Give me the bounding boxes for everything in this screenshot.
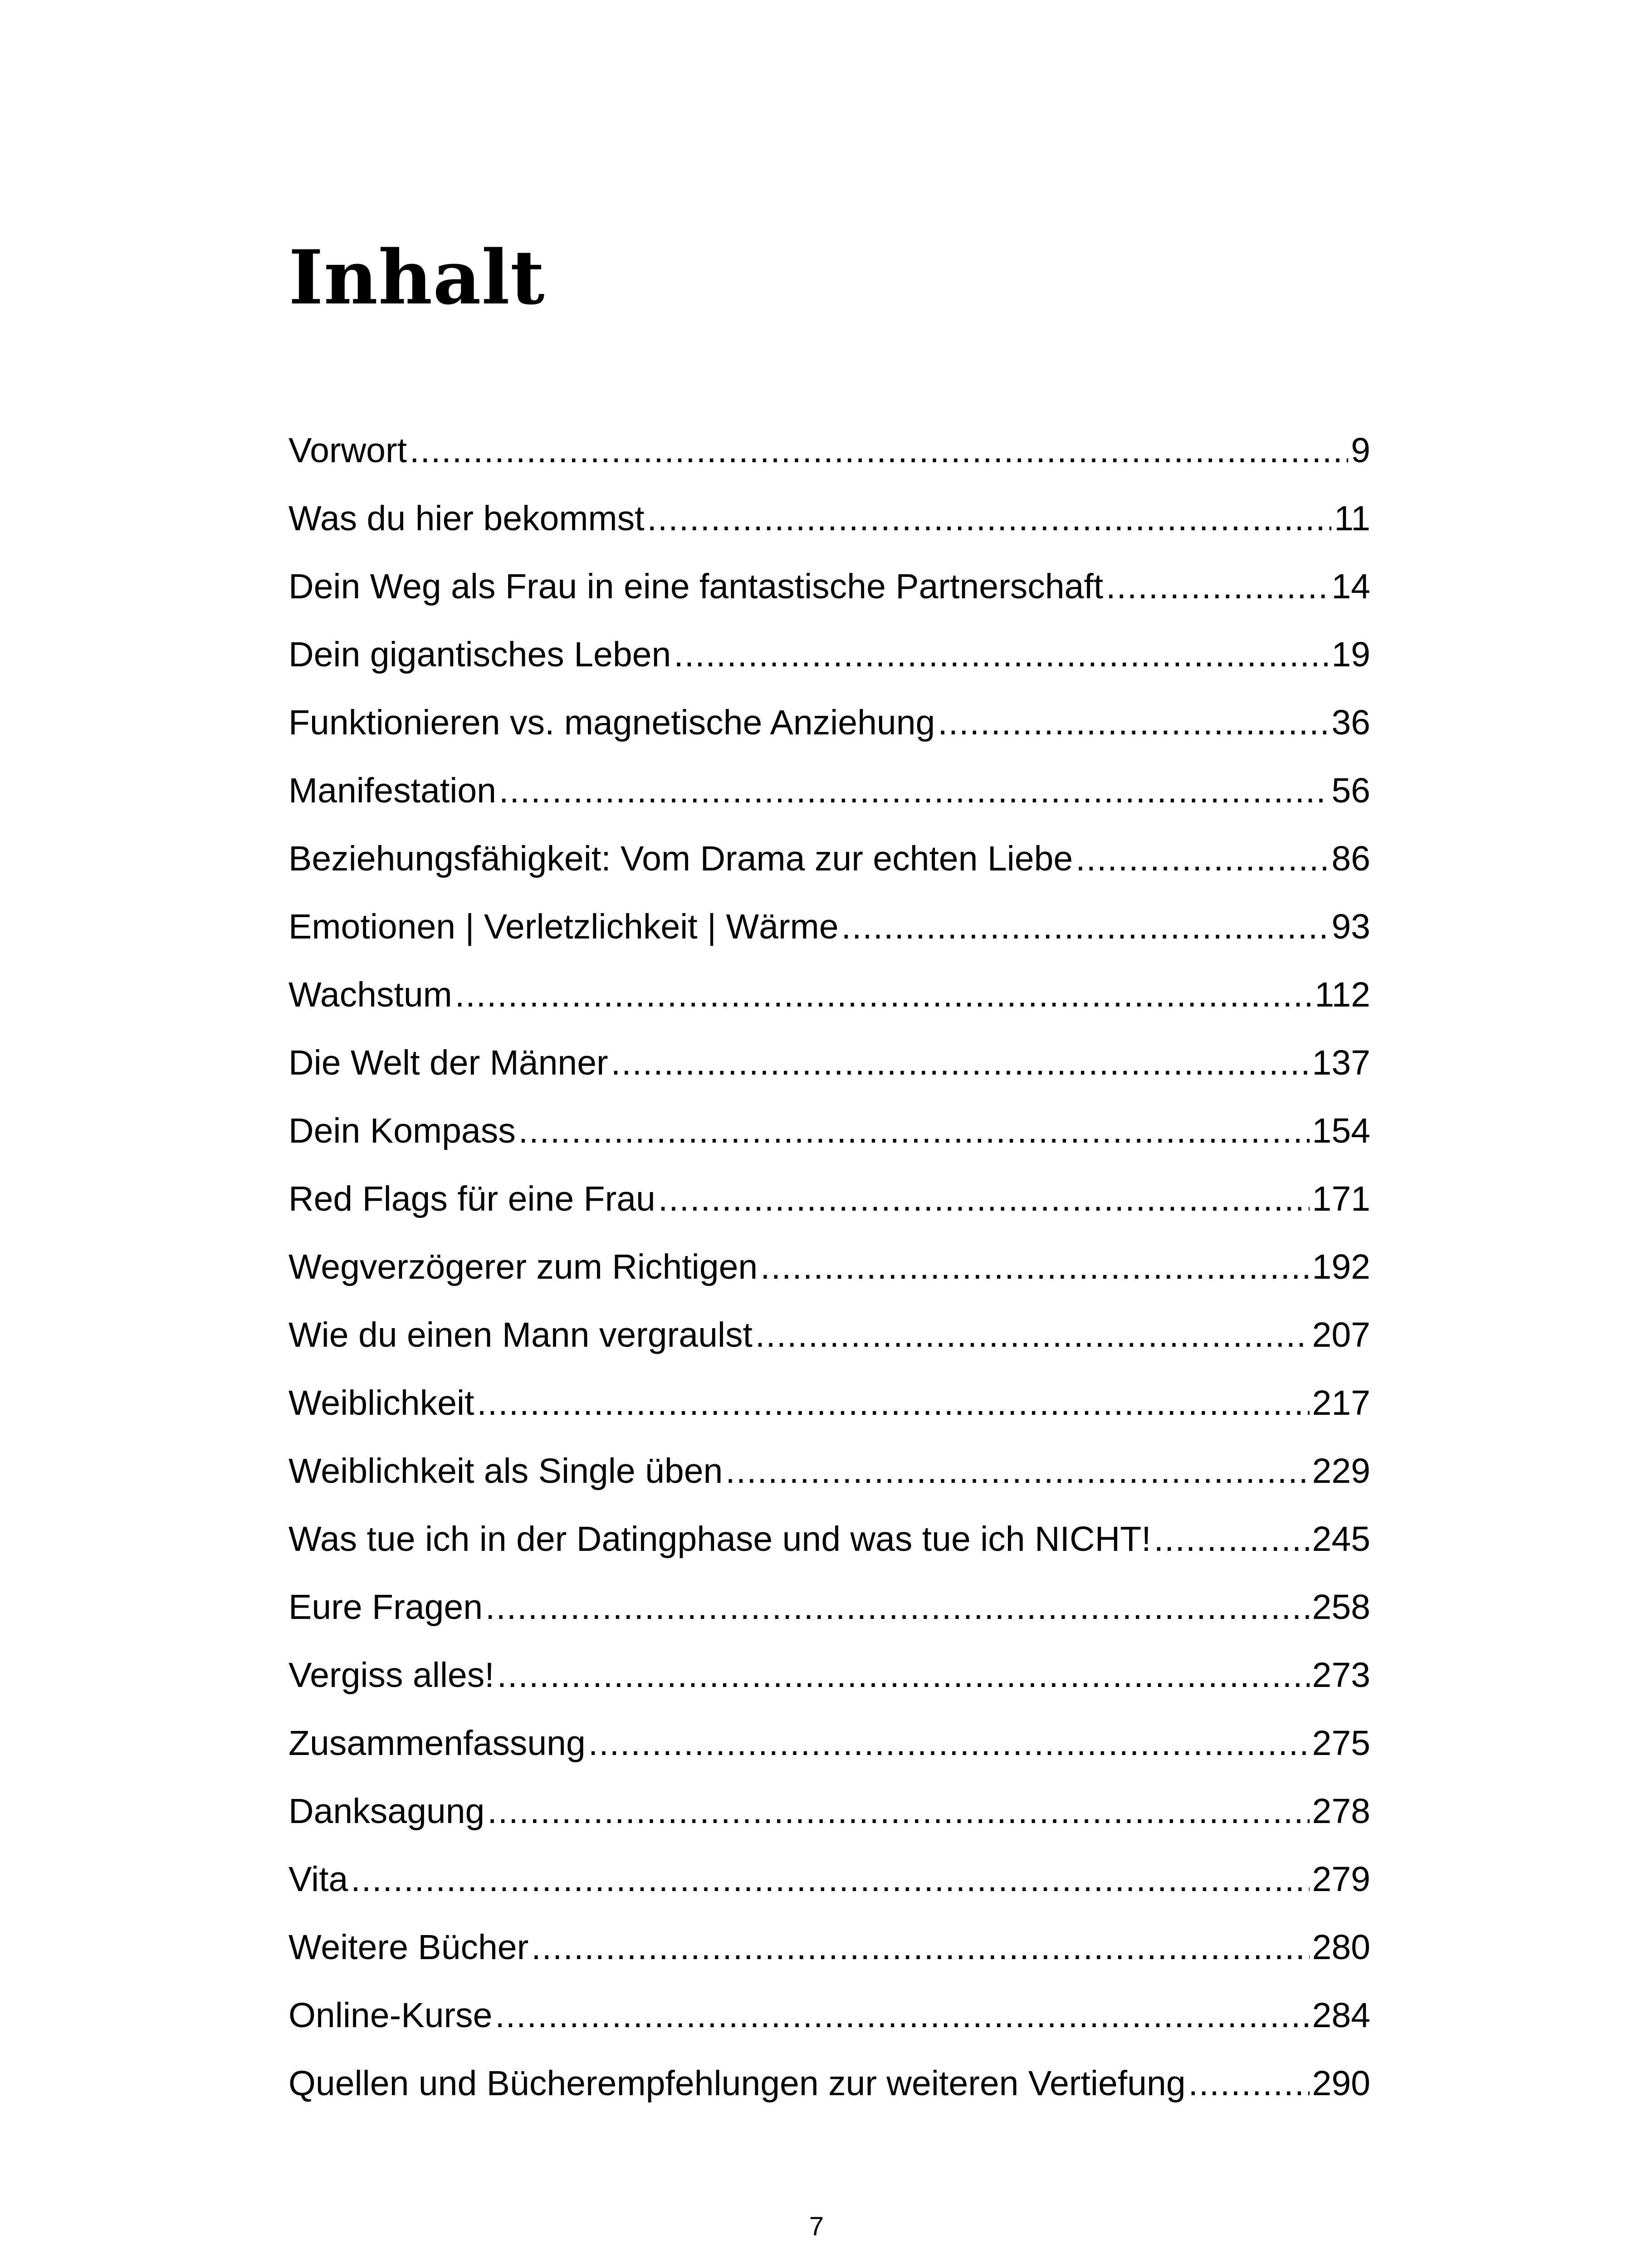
toc-entry-page: 207	[1312, 1315, 1370, 1354]
toc-entry	[288, 961, 1370, 1029]
toc-entry-title: Zusammenfassung	[288, 1724, 586, 1763]
toc-dot-leader	[1076, 825, 1329, 893]
page-title: Inhalt	[288, 234, 545, 321]
toc-dot-leader	[658, 1165, 1310, 1233]
toc-entry-title: Was tue ich in der Datingphase und was tue ich NICHT!	[288, 1520, 1151, 1559]
toc-entry-page: 229	[1312, 1452, 1370, 1491]
toc-entry	[288, 2049, 1370, 2117]
toc-entry-title: Vorwort	[288, 431, 407, 470]
toc-entry	[288, 689, 1370, 757]
toc-entry	[288, 1913, 1370, 1981]
toc-entry	[288, 552, 1370, 621]
toc-entry-title: Dein Weg als Frau in eine fantastische Partnerschaft	[288, 567, 1104, 606]
toc-entry-page: 192	[1312, 1247, 1370, 1286]
toc-entry-page: 258	[1312, 1588, 1370, 1627]
toc-entry-page: 86	[1331, 839, 1370, 878]
toc-entry	[288, 893, 1370, 961]
toc-entry	[288, 825, 1370, 893]
toc-entry-page: 217	[1312, 1383, 1370, 1422]
toc-dot-leader	[455, 961, 1312, 1029]
toc-entry-page: 273	[1312, 1656, 1370, 1695]
toc-dot-leader	[647, 484, 1332, 552]
toc-entry	[288, 484, 1370, 552]
toc-dot-leader	[499, 757, 1329, 825]
toc-entry	[288, 1981, 1370, 2049]
toc-dot-leader	[760, 1233, 1309, 1301]
toc-entry	[288, 1097, 1370, 1165]
toc-entry-title: Weiblichkeit	[288, 1383, 474, 1422]
toc-entry-title: Red Flags für eine Frau	[288, 1179, 655, 1218]
table-of-contents	[288, 416, 1370, 2117]
toc-entry-page: 279	[1312, 1860, 1370, 1899]
toc-entry	[288, 1845, 1370, 1913]
toc-entry	[288, 1233, 1370, 1301]
toc-entry	[288, 1301, 1370, 1369]
toc-entry-page: 278	[1312, 1792, 1370, 1831]
toc-entry-title: Eure Fragen	[288, 1588, 483, 1627]
toc-dot-leader	[588, 1709, 1310, 1777]
toc-entry-title: Vita	[288, 1860, 348, 1899]
toc-entry	[288, 1573, 1370, 1641]
toc-entry-page: 9	[1351, 431, 1370, 470]
toc-entry-title: Online-Kurse	[288, 1996, 493, 2035]
toc-entry-page: 275	[1312, 1724, 1370, 1763]
toc-entry-title: Funktionieren vs. magnetische Anziehung	[288, 703, 935, 742]
toc-dot-leader	[485, 1573, 1310, 1641]
toc-entry-title: Weitere Bücher	[288, 1928, 529, 1967]
toc-entry-page: 56	[1331, 771, 1370, 810]
toc-entry-title: Weiblichkeit als Single üben	[288, 1452, 723, 1491]
toc-entry-title: Emotionen | Verletzlichkeit | Wärme	[288, 907, 839, 946]
toc-entry-title: Die Welt der Männer	[288, 1043, 608, 1082]
page-number: 7	[809, 2212, 824, 2241]
toc-entry	[288, 1709, 1370, 1777]
toc-dot-leader	[495, 1981, 1309, 2049]
toc-entry-title: Beziehungsfähigkeit: Vom Drama zur echten Liebe	[288, 839, 1073, 878]
toc-dot-leader	[410, 416, 1348, 484]
toc-entry-page: 280	[1312, 1928, 1370, 1967]
toc-dot-leader	[841, 893, 1329, 961]
toc-dot-leader	[497, 1641, 1310, 1709]
toc-entry	[288, 1437, 1370, 1505]
toc-entry-page: 137	[1312, 1043, 1370, 1082]
toc-entry-page: 171	[1312, 1179, 1370, 1218]
toc-entry-title: Wachstum	[288, 975, 452, 1014]
toc-entry	[288, 757, 1370, 825]
toc-entry	[288, 1029, 1370, 1097]
toc-dot-leader	[1106, 552, 1329, 621]
toc-entry	[288, 1505, 1370, 1573]
toc-entry-title: Manifestation	[288, 771, 496, 810]
toc-dot-leader	[487, 1777, 1309, 1845]
toc-entry-page: 19	[1331, 635, 1370, 674]
toc-entry-page: 112	[1315, 975, 1370, 1014]
toc-entry-title: Dein gigantisches Leben	[288, 635, 671, 674]
toc-dot-leader	[725, 1437, 1309, 1505]
toc-entry-page: 36	[1331, 703, 1370, 742]
toc-entry-title: Quellen und Bücherempfehlungen zur weiteren Vertiefung	[288, 2064, 1186, 2103]
toc-dot-leader	[1154, 1505, 1310, 1573]
toc-dot-leader	[518, 1097, 1310, 1165]
toc-entry-page: 93	[1331, 907, 1370, 946]
toc-dot-leader	[611, 1029, 1310, 1097]
toc-entry	[288, 621, 1370, 689]
toc-dot-leader	[477, 1369, 1309, 1437]
toc-entry-page: 14	[1331, 567, 1370, 606]
toc-dot-leader	[938, 689, 1329, 757]
toc-entry	[288, 1641, 1370, 1709]
toc-entry	[288, 1369, 1370, 1437]
toc-entry-page: 245	[1312, 1520, 1370, 1559]
toc-entry-page: 284	[1312, 1996, 1370, 2035]
toc-entry-page: 154	[1312, 1111, 1370, 1150]
toc-entry	[288, 416, 1370, 484]
toc-entry-title: Danksagung	[288, 1792, 485, 1831]
toc-dot-leader	[1188, 2049, 1310, 2117]
toc-entry	[288, 1165, 1370, 1233]
toc-entry-title: Vergiss alles!	[288, 1656, 494, 1695]
toc-entry-title: Wegverzögerer zum Richtigen	[288, 1247, 758, 1286]
toc-entry-title: Wie du einen Mann vergraulst	[288, 1315, 753, 1354]
toc-dot-leader	[755, 1301, 1310, 1369]
toc-entry-page: 290	[1312, 2064, 1370, 2103]
toc-dot-leader	[531, 1913, 1309, 1981]
toc-entry-title: Was du hier bekommst	[288, 499, 645, 538]
toc-dot-leader	[351, 1845, 1309, 1913]
toc-entry-page: 11	[1334, 499, 1370, 538]
toc-dot-leader	[674, 621, 1329, 689]
toc-entry-title: Dein Kompass	[288, 1111, 516, 1150]
toc-entry	[288, 1777, 1370, 1845]
